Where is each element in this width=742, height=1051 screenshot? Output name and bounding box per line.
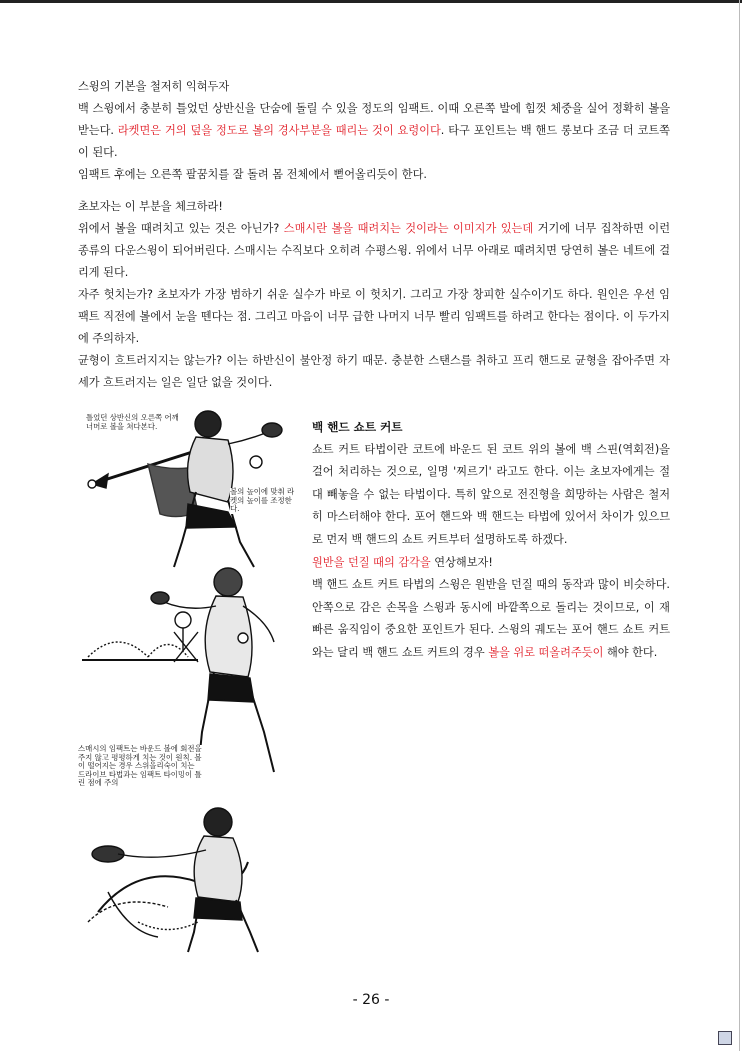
page-number: - 26 - bbox=[352, 992, 390, 1008]
paragraph: 백 핸드 쇼트 커트 타법의 스윙은 원반을 던질 때의 동작과 많이 비슷하다. 안쪽으로 감은 손목을 스윙과 동시에 바깥쪽으로 돌리는 것이므로, 이 재빠른 움직임이 중요한 포인트가 된다. 스윙의 궤도는 포어 핸드 쇼트 커트와는 달리 백 핸드 쇼트 커트의 경우 볼을 위로 떠올려주듯이 해야 한다. bbox=[312, 578, 670, 659]
section-backhand-short-cut bbox=[312, 416, 670, 665]
section-beginner-check bbox=[78, 196, 670, 394]
page-corner-icon[interactable] bbox=[718, 1031, 732, 1045]
paragraph: 원반을 던질 때의 감각을 연상해보자! bbox=[312, 555, 493, 569]
paragraph: 백 스윙에서 충분히 틀었던 상반신을 단숨에 돌릴 수 있을 정도의 임팩트. 이때 오른쪽 발에 힘껏 체중을 실어 정확히 볼을 받는다. 라켓면은 거의 덮을 정도로 볼의 경사부분을 때리는 것이 요령이다. 타구 포인트는 백 핸드 롱보다 조금 더 코트쪽이 된다. bbox=[78, 102, 670, 159]
player-figure-3 bbox=[88, 808, 258, 952]
paragraph: 위에서 볼을 때려치고 있는 것은 아닌가? 스매시란 볼을 때려치는 것이라는 이미지가 있는데 거기에 너무 집착하면 이런 종류의 다운스윙이 되어버린다. 스매시는 수직보다 오히려 수평스윙. 위에서 너무 아래로 때려치면 당연히 볼은 네트에 걸리게 된다. bbox=[78, 222, 670, 279]
paragraph: 쇼트 커트 타법이란 코트에 바운드 된 코트 위의 볼에 백 스핀(역회전)을 걸어 처리하는 것으로, 일명 '찌르기' 라고도 한다. 이는 초보자에게는 절대 빼놓을 수 없는 타법이다. 특히 앞으로 전진형을 희망하는 사람은 철저히 마스터해야 한다. 포어 핸드와 백 핸드는 타법에 있어서 차이가 있으므로 먼저 백 핸드의 쇼트 커트부터 설명하도록 하겠다. bbox=[312, 442, 670, 546]
paragraph: 임팩트 후에는 오른쪽 팔꿈치를 잘 돌려 몸 전체에서 뻗어올리듯이 한다. bbox=[78, 168, 427, 181]
highlight-text: 볼을 위로 떠올려주듯이 bbox=[488, 645, 604, 659]
player-figure-2 bbox=[82, 568, 274, 772]
section-heading: 스윙의 기본을 철저히 익혀두자 bbox=[78, 80, 230, 93]
highlight-text: 라켓면은 거의 덮을 정도로 볼의 경사부분을 때리는 것이 요령이다 bbox=[117, 124, 441, 137]
top-border bbox=[0, 0, 742, 3]
section-basic-swing bbox=[78, 76, 670, 186]
paragraph: 자주 헛치는가? 초보자가 가장 범하기 쉬운 실수가 바로 이 헛치기. 그리고 가장 창피한 실수이기도 하다. 원인은 우선 임팩트 직전에 볼에서 눈을 뗀다는 점. 그리고 마음이 너무 급한 나머지 너무 빨리 임팩트를 하려고 한다는 점이다. 이 두가지에 주의하자. bbox=[78, 288, 670, 345]
caption: 볼의 높이에 맞춰 라켓의 높이를 조정한다. bbox=[230, 487, 295, 514]
table-tennis-illustrations bbox=[78, 392, 308, 962]
section-heading: 초보자는 이 부분을 체크하라! bbox=[78, 200, 223, 213]
caption: 스매시의 임팩트는 바운드 볼에 회전을 주지 않고 평평하게 치는 것이 원칙. 볼이 떨어지는 경우 스위을리숙이 치는 드라이브 타법과는 임팩트 타이밍이 틀린 점에 주의 bbox=[78, 744, 202, 788]
section-title: 백 핸드 쇼트 커트 bbox=[312, 420, 403, 434]
caption: 틀었던 상반신의 오른쪽 어깨 너머로 볼을 쳐다본다. bbox=[86, 414, 186, 431]
highlight-text: 원반을 던질 때의 감각을 bbox=[312, 555, 431, 569]
highlight-text: 스매시란 볼을 때려치는 것이라는 이미지가 있는데 bbox=[283, 222, 534, 235]
illustration-column bbox=[78, 392, 308, 962]
right-border bbox=[739, 0, 740, 1051]
paragraph: 균형이 흐트러지지는 않는가? 이는 하반신이 불안정 하기 때문. 충분한 스탠스를 취하고 프리 핸드로 균형을 잡아주면 자세가 흐트러지는 일은 일단 없을 것이다. bbox=[78, 354, 670, 389]
